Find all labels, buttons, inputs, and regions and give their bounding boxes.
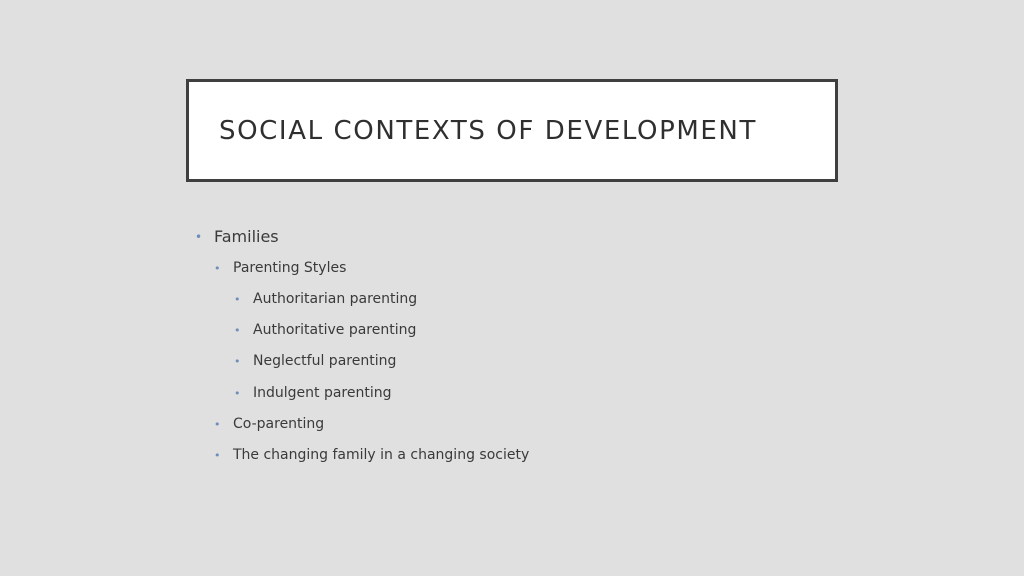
slide-title: SOCIAL CONTEXTS OF DEVELOPMENT — [219, 115, 757, 146]
bullet-item — [234, 385, 392, 401]
bullet-text: Neglectful parenting — [253, 353, 397, 369]
bullet-marker-icon: • — [214, 417, 221, 431]
bullet-text: Parenting Styles — [233, 260, 347, 276]
bullet-text: The changing family in a changing society — [233, 447, 530, 463]
bullet-text: Co-parenting — [233, 416, 325, 432]
bullet-item — [234, 291, 417, 307]
bullet-text: Authoritative parenting — [253, 322, 417, 338]
bullet-marker-icon: • — [214, 448, 221, 462]
bullet-marker-icon: • — [234, 386, 241, 400]
bullet-text: Indulgent parenting — [253, 385, 392, 401]
bullet-marker-icon: • — [234, 354, 241, 368]
bullet-item — [214, 416, 324, 432]
bullet-item — [195, 227, 279, 246]
bullet-item — [234, 322, 416, 338]
bullet-item — [214, 260, 346, 276]
bullet-marker-icon: • — [234, 323, 241, 337]
bullet-marker-icon: • — [214, 261, 221, 275]
bullet-text: Authoritarian parenting — [253, 291, 418, 307]
bullet-marker-icon: • — [195, 229, 203, 244]
bullet-marker-icon: • — [234, 292, 241, 306]
bullet-item — [214, 447, 529, 463]
bullet-item — [234, 353, 396, 369]
bullet-text: Families — [214, 227, 279, 246]
